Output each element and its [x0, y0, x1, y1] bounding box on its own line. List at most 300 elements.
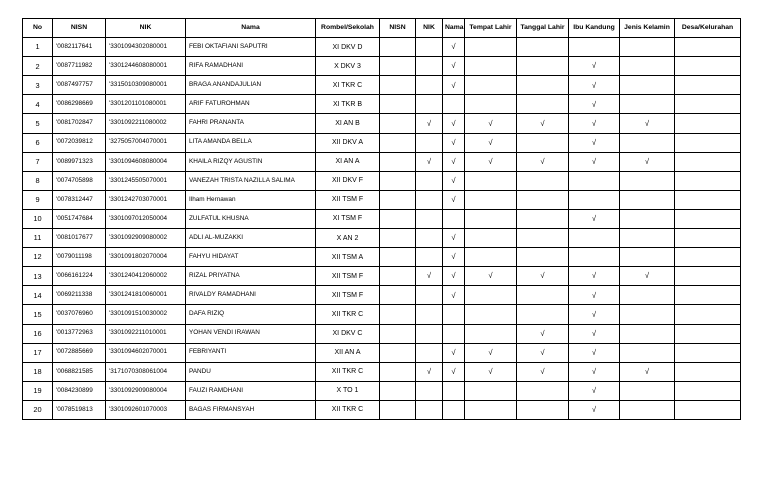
check-cell	[416, 190, 443, 209]
row-no: 15	[23, 305, 53, 324]
check-cell	[465, 38, 517, 57]
check-mark-icon: √	[488, 366, 493, 376]
header-jenis-kelamin: Jenis Kelamin	[620, 19, 675, 38]
check-mark-icon: √	[488, 156, 493, 166]
check-cell	[675, 343, 741, 362]
row-nama: ARIF FATUROHMAN	[186, 95, 316, 114]
check-cell	[416, 286, 443, 305]
check-mark-icon: √	[591, 137, 597, 147]
row-nama: KHAILA RIZQY AGUSTIN	[186, 152, 316, 171]
check-cell	[569, 38, 620, 57]
row-nik: '3171070308061004	[106, 362, 186, 381]
row-nama: RIZAL PRIYATNA	[186, 267, 316, 286]
check-cell	[380, 381, 416, 400]
row-no: 7	[23, 152, 53, 171]
row-nama: ZULFATUL KHUSNA	[186, 209, 316, 228]
check-mark-icon: √	[591, 405, 597, 415]
check-cell	[517, 229, 569, 248]
row-nama: ADLI AL-MUZAKKI	[186, 229, 316, 248]
check-cell	[465, 152, 517, 171]
table-row	[23, 362, 741, 381]
check-cell	[465, 324, 517, 343]
check-cell	[380, 362, 416, 381]
check-cell	[465, 171, 517, 190]
check-cell	[517, 152, 569, 171]
row-nama: Ilham Hernawan	[186, 190, 316, 209]
row-rombel: XII TSM A	[316, 248, 380, 267]
row-rombel: XII TKR C	[316, 362, 380, 381]
check-cell	[517, 324, 569, 343]
row-no: 9	[23, 190, 53, 209]
header-ibu-kandung: Ibu Kandung	[569, 19, 620, 38]
check-cell	[517, 114, 569, 133]
check-mark-icon: √	[591, 347, 597, 357]
check-mark-icon: √	[451, 118, 456, 128]
check-cell	[465, 248, 517, 267]
row-nisn: '0087497757	[53, 76, 106, 95]
check-cell	[517, 248, 569, 267]
header-tempat-lahir: Tempat Lahir	[465, 19, 517, 38]
row-rombel: XII TSM F	[316, 190, 380, 209]
check-mark-icon: √	[540, 118, 545, 128]
check-cell	[465, 190, 517, 209]
check-cell	[465, 362, 517, 381]
row-rombel: X AN 2	[316, 229, 380, 248]
check-mark-icon: √	[540, 156, 545, 166]
check-cell	[620, 57, 675, 76]
check-mark-icon: √	[540, 328, 545, 338]
check-cell	[517, 57, 569, 76]
check-cell	[569, 209, 620, 228]
row-no: 2	[23, 57, 53, 76]
check-cell	[416, 400, 443, 419]
row-nama: VANEZAH TRISTA NAZILLA SALIMA	[186, 171, 316, 190]
check-cell	[620, 76, 675, 95]
header-check-nama: Nama	[443, 19, 465, 38]
check-mark-icon: √	[451, 80, 456, 90]
check-cell	[517, 95, 569, 114]
table-row	[23, 95, 741, 114]
check-mark-icon: √	[540, 347, 545, 357]
check-cell	[443, 152, 465, 171]
table-row	[23, 57, 741, 76]
row-no: 8	[23, 171, 53, 190]
row-nama: FAHYU HIDAYAT	[186, 248, 316, 267]
check-cell	[675, 133, 741, 152]
check-cell	[416, 267, 443, 286]
check-cell	[675, 267, 741, 286]
check-cell	[443, 133, 465, 152]
check-mark-icon: √	[426, 156, 432, 166]
row-nik: '3275057004070001	[106, 133, 186, 152]
check-mark-icon: √	[426, 118, 432, 128]
check-cell	[569, 362, 620, 381]
check-cell	[443, 209, 465, 228]
row-nama: FAUZI RAMDHANI	[186, 381, 316, 400]
check-cell	[443, 267, 465, 286]
row-nisn: '0078312447	[53, 190, 106, 209]
check-mark-icon: √	[644, 366, 650, 376]
row-nik: '3301091510030002	[106, 305, 186, 324]
check-cell	[443, 171, 465, 190]
check-cell	[443, 305, 465, 324]
check-cell	[620, 152, 675, 171]
check-cell	[517, 76, 569, 95]
check-mark-icon: √	[451, 156, 456, 166]
check-cell	[380, 343, 416, 362]
header-nisn: NISN	[53, 19, 106, 38]
check-cell	[569, 95, 620, 114]
check-cell	[675, 209, 741, 228]
check-cell	[620, 209, 675, 228]
row-nisn: '0089971323	[53, 152, 106, 171]
row-nik: '3301092211080002	[106, 114, 186, 133]
row-nik: '3301091802070004	[106, 248, 186, 267]
check-mark-icon: √	[591, 214, 597, 224]
table-row	[23, 229, 741, 248]
check-cell	[443, 343, 465, 362]
header-check-nisn: NISN	[380, 19, 416, 38]
header-row	[23, 19, 741, 38]
check-cell	[569, 114, 620, 133]
table-row	[23, 38, 741, 57]
check-mark-icon: √	[488, 271, 493, 281]
check-cell	[620, 305, 675, 324]
check-cell	[416, 229, 443, 248]
check-cell	[620, 114, 675, 133]
check-mark-icon: √	[451, 233, 456, 243]
check-cell	[620, 267, 675, 286]
row-nik: '3315010309080001	[106, 76, 186, 95]
check-cell	[675, 38, 741, 57]
check-cell	[569, 343, 620, 362]
check-cell	[443, 76, 465, 95]
check-cell	[380, 267, 416, 286]
check-cell	[517, 190, 569, 209]
row-nisn: '0074705898	[53, 171, 106, 190]
check-cell	[380, 305, 416, 324]
check-mark-icon: √	[591, 118, 597, 128]
check-cell	[517, 209, 569, 228]
check-cell	[416, 171, 443, 190]
check-mark-icon: √	[591, 61, 597, 71]
row-nisn: '0082117641	[53, 38, 106, 57]
check-cell	[517, 171, 569, 190]
check-cell	[443, 286, 465, 305]
row-no: 19	[23, 381, 53, 400]
row-nisn: '0013772963	[53, 324, 106, 343]
row-no: 20	[23, 400, 53, 419]
check-cell	[517, 305, 569, 324]
row-rombel: XI TSM F	[316, 209, 380, 228]
row-rombel: XII DKV A	[316, 133, 380, 152]
row-rombel: XII AN A	[316, 343, 380, 362]
check-mark-icon: √	[591, 309, 597, 319]
table-row	[23, 152, 741, 171]
check-cell	[465, 381, 517, 400]
check-cell	[569, 248, 620, 267]
check-cell	[517, 267, 569, 286]
row-no: 6	[23, 133, 53, 152]
row-nama: YOHAN VENDI IRAWAN	[186, 324, 316, 343]
row-nik: '3301241810060001	[106, 286, 186, 305]
check-cell	[620, 171, 675, 190]
check-cell	[416, 209, 443, 228]
check-mark-icon: √	[644, 118, 650, 128]
check-cell	[620, 229, 675, 248]
row-no: 17	[23, 343, 53, 362]
check-mark-icon: √	[451, 61, 456, 71]
row-nisn: '0081702847	[53, 114, 106, 133]
table-row	[23, 381, 741, 400]
check-mark-icon: √	[591, 80, 597, 90]
check-cell	[517, 400, 569, 419]
check-cell	[443, 190, 465, 209]
check-cell	[569, 286, 620, 305]
check-cell	[416, 133, 443, 152]
check-cell	[416, 343, 443, 362]
check-cell	[675, 286, 741, 305]
check-cell	[465, 76, 517, 95]
check-cell	[465, 286, 517, 305]
check-cell	[675, 190, 741, 209]
check-cell	[620, 95, 675, 114]
row-no: 12	[23, 248, 53, 267]
check-mark-icon: √	[451, 271, 456, 281]
row-rombel: XI AN A	[316, 152, 380, 171]
check-cell	[416, 305, 443, 324]
row-nama: FEBI OKTAFIANI SAPUTRI	[186, 38, 316, 57]
check-cell	[416, 248, 443, 267]
row-nisn: '0068821585	[53, 362, 106, 381]
check-cell	[380, 38, 416, 57]
row-nisn: '0086298669	[53, 95, 106, 114]
check-cell	[675, 152, 741, 171]
row-rombel: XI TKR C	[316, 76, 380, 95]
check-cell	[380, 95, 416, 114]
check-cell	[465, 57, 517, 76]
table-row	[23, 171, 741, 190]
check-cell	[675, 171, 741, 190]
check-cell	[416, 38, 443, 57]
check-cell	[416, 114, 443, 133]
check-cell	[675, 400, 741, 419]
check-cell	[380, 248, 416, 267]
check-mark-icon: √	[451, 366, 456, 376]
check-cell	[380, 209, 416, 228]
row-nama: FEBRIYANTI	[186, 343, 316, 362]
row-no: 3	[23, 76, 53, 95]
check-cell	[465, 209, 517, 228]
check-cell	[620, 343, 675, 362]
row-nisn: '0037076960	[53, 305, 106, 324]
check-cell	[380, 133, 416, 152]
check-cell	[675, 95, 741, 114]
check-cell	[620, 38, 675, 57]
check-cell	[443, 57, 465, 76]
row-nik: '3301244608080001	[106, 57, 186, 76]
header-desa-kelurahan: Desa/Kelurahan	[675, 19, 741, 38]
row-nisn: '0066161224	[53, 267, 106, 286]
check-mark-icon: √	[451, 290, 456, 300]
row-nik: '3301240412060002	[106, 267, 186, 286]
check-cell	[380, 57, 416, 76]
table-row	[23, 343, 741, 362]
row-nik: '3301094608080004	[106, 152, 186, 171]
check-mark-icon: √	[591, 290, 597, 300]
check-cell	[443, 248, 465, 267]
check-cell	[416, 381, 443, 400]
table-row	[23, 286, 741, 305]
check-cell	[517, 38, 569, 57]
row-nama: BRAGA ANANDAJULIAN	[186, 76, 316, 95]
row-nik: '3301092909080002	[106, 229, 186, 248]
check-cell	[443, 362, 465, 381]
check-cell	[465, 95, 517, 114]
check-cell	[569, 133, 620, 152]
check-cell	[675, 362, 741, 381]
row-nik: '3301094302080001	[106, 38, 186, 57]
check-cell	[380, 229, 416, 248]
check-mark-icon: √	[451, 42, 456, 52]
row-rombel: XII TKR C	[316, 400, 380, 419]
check-mark-icon: √	[451, 252, 456, 262]
row-no: 16	[23, 324, 53, 343]
check-mark-icon: √	[591, 156, 597, 166]
check-cell	[517, 381, 569, 400]
header-nama: Nama	[186, 19, 316, 38]
check-cell	[569, 57, 620, 76]
row-nik: '3301097012050004	[106, 209, 186, 228]
check-cell	[675, 229, 741, 248]
check-cell	[569, 190, 620, 209]
check-cell	[517, 362, 569, 381]
row-nik: '3301094602070001	[106, 343, 186, 362]
header-check-nik: NIK	[416, 19, 443, 38]
table-row	[23, 248, 741, 267]
check-cell	[675, 76, 741, 95]
row-nik: '3301092211010001	[106, 324, 186, 343]
check-cell	[443, 381, 465, 400]
row-nik: '3301201101080001	[106, 95, 186, 114]
table-row	[23, 76, 741, 95]
row-no: 13	[23, 267, 53, 286]
check-mark-icon: √	[591, 366, 597, 376]
row-nisn: '0078519813	[53, 400, 106, 419]
check-cell	[416, 76, 443, 95]
check-cell	[380, 286, 416, 305]
check-cell	[675, 324, 741, 343]
student-data-table	[22, 18, 741, 420]
row-rombel: XII TKR C	[316, 305, 380, 324]
row-nisn: '0069211338	[53, 286, 106, 305]
row-nama: DAFA RIZIQ	[186, 305, 316, 324]
row-nisn: '0072885669	[53, 343, 106, 362]
check-cell	[517, 343, 569, 362]
check-cell	[465, 133, 517, 152]
check-cell	[675, 381, 741, 400]
table-row	[23, 209, 741, 228]
check-cell	[675, 305, 741, 324]
check-cell	[380, 324, 416, 343]
table-row	[23, 400, 741, 419]
check-mark-icon: √	[451, 176, 456, 185]
check-cell	[569, 267, 620, 286]
check-cell	[675, 57, 741, 76]
row-nisn: '0079011198	[53, 248, 106, 267]
check-mark-icon: √	[540, 271, 545, 281]
check-cell	[620, 400, 675, 419]
check-cell	[569, 400, 620, 419]
check-cell	[517, 286, 569, 305]
check-cell	[620, 381, 675, 400]
check-cell	[569, 324, 620, 343]
row-nama: FAHRI PRANANTA	[186, 114, 316, 133]
check-mark-icon: √	[451, 195, 456, 205]
check-mark-icon: √	[488, 347, 493, 357]
check-cell	[465, 305, 517, 324]
table-row	[23, 324, 741, 343]
row-nisn: '0072039812	[53, 133, 106, 152]
check-mark-icon: √	[591, 271, 597, 281]
check-cell	[465, 267, 517, 286]
row-rombel: XII TSM F	[316, 286, 380, 305]
check-cell	[443, 229, 465, 248]
row-nama: RIFA RAMADHANI	[186, 57, 316, 76]
check-cell	[443, 324, 465, 343]
check-cell	[416, 95, 443, 114]
check-cell	[380, 190, 416, 209]
table-row	[23, 267, 741, 286]
check-cell	[380, 171, 416, 190]
check-cell	[620, 190, 675, 209]
check-cell	[465, 343, 517, 362]
row-no: 14	[23, 286, 53, 305]
row-no: 18	[23, 362, 53, 381]
check-cell	[443, 38, 465, 57]
row-nik: '3301245505070001	[106, 171, 186, 190]
check-mark-icon: √	[644, 156, 650, 166]
row-nisn: '0081017677	[53, 229, 106, 248]
check-cell	[620, 324, 675, 343]
check-cell	[569, 171, 620, 190]
check-cell	[675, 248, 741, 267]
check-mark-icon: √	[540, 366, 545, 376]
check-cell	[380, 152, 416, 171]
check-cell	[675, 114, 741, 133]
header-no: No	[23, 19, 53, 38]
check-mark-icon: √	[426, 271, 432, 281]
row-nama: RIVALDY RAMADHANI	[186, 286, 316, 305]
check-cell	[465, 400, 517, 419]
check-cell	[620, 362, 675, 381]
row-no: 4	[23, 95, 53, 114]
check-cell	[416, 324, 443, 343]
check-cell	[465, 229, 517, 248]
check-cell	[380, 76, 416, 95]
check-cell	[569, 381, 620, 400]
check-mark-icon: √	[591, 99, 597, 109]
check-mark-icon: √	[644, 271, 650, 281]
row-rombel: XII DKV F	[316, 171, 380, 190]
check-cell	[620, 133, 675, 152]
row-nisn: '0084230899	[53, 381, 106, 400]
row-nama: PANDU	[186, 362, 316, 381]
row-nama: LITA AMANDA BELLA	[186, 133, 316, 152]
row-rombel: XI DKV D	[316, 38, 380, 57]
row-no: 1	[23, 38, 53, 57]
row-rombel: XI DKV C	[316, 324, 380, 343]
